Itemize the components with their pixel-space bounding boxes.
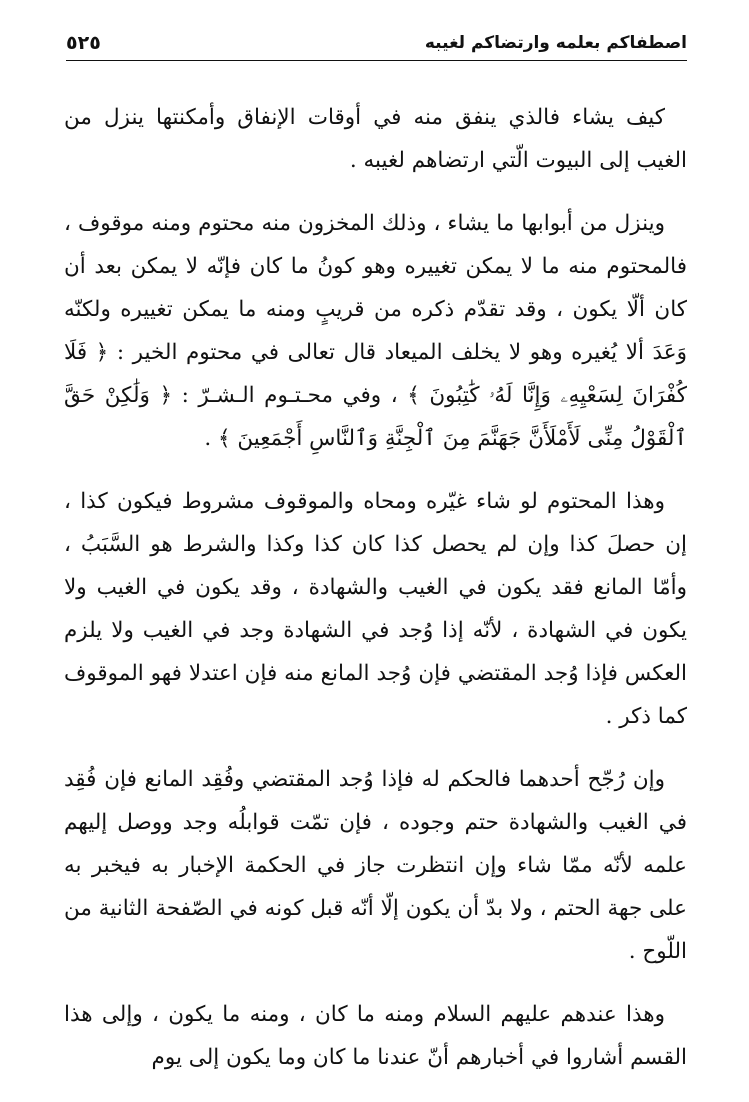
- body-text: [64, 96, 687, 1079]
- page-number: ٥٢٥: [66, 32, 101, 54]
- paragraph-2-text-after: .: [204, 426, 218, 451]
- quran-verse-2: ﴿ وَلَٰكِنْ حَقَّ ٱلْقَوْلُ مِنِّى لَأَمْلَأَنَّ جَهَنَّمَ مِنَ ٱلْجِنَّةِ وَٱلنَّاسِ أَجْمَعِينَ ﴾: [64, 383, 687, 451]
- paragraph-2-text-before: وينزل من أبوابها ما يشاء ، وذلك المخزون منه محتوم ومنه موقوف ، فالمحتوم منه ما لا يمكن تغييره وهو كونُ ما كان فإنّه لا يمكن بعد أن كان ألّا يكون ، وقد تقدّم ذكره من قريبٍ ومنه ما يمكن تغييره ولكنّه وَعَدَ ألا يُغيره وهو لا يخلف الميعاد قال تعالى في محتوم الخير :: [64, 211, 687, 365]
- quran-verse-1: ﴿ فَلَا كُفْرَانَ لِسَعْيِهِۦ وَإِنَّا لَهُۥ كَٰتِبُونَ ﴾: [64, 340, 687, 408]
- paragraph-2: [64, 202, 687, 460]
- paragraph-4: وإن رُجّح أحدهما فالحكم له فإذا وُجد المقتضي وفُقِد المانع فإن فُقِد في الغيب والشهادة حتم وجوده ، فإن تمّت قوابلُه وجد ووصل إليهم علمه لأنّه ممّا شاء وإن انتظرت جاز في الحكمة الإخبار به فيخبر به على جهة الحتم ، ولا بدّ أن يكون إلّا أنّه قبل كونه في الصّفحة الثانية من اللّوح .: [64, 767, 687, 964]
- paragraph-2-text-middle: ، وفي محـتـوم الـشـرّ :: [172, 383, 408, 408]
- page-header: [66, 26, 687, 61]
- paragraph-5: وهذا عندهم عليهم السلام ومنه ما كان ، ومنه ما يكون ، وإلى هذا القسم أشاروا في أخبارهم أنّ عندنا ما كان وما يكون إلى يوم: [64, 1002, 687, 1070]
- paragraph-1: كيف يشاء فالذي ينفق منه في أوقات الإنفاق وأمكنتها ينزل من الغيب إلى البيوت الّتي ارتضاهم لغيبه .: [64, 105, 687, 173]
- paragraph-3: وهذا المحتوم لو شاء غيّره ومحاه والموقوف مشروط فيكون كذا ، إن حصلَ كذا وإن لم يحصل كذا كان كذا وكذا والشرط هو السَّبَبُ ، وأمّا المانع فقد يكون في الغيب والشهادة ، وقد يكون في الغيب ولا يكون في الشهادة ، لأنّه إذا وُجد في الشهادة وجد في الغيب ولا يلزم العكس فإذا وُجد المقتضي فإن وُجد المانع منه فإن اعتدلا فهو الموقوف كما ذكر .: [64, 489, 687, 729]
- running-title: اصطفاكم بعلمه وارتضاكم لغيبه: [424, 33, 687, 53]
